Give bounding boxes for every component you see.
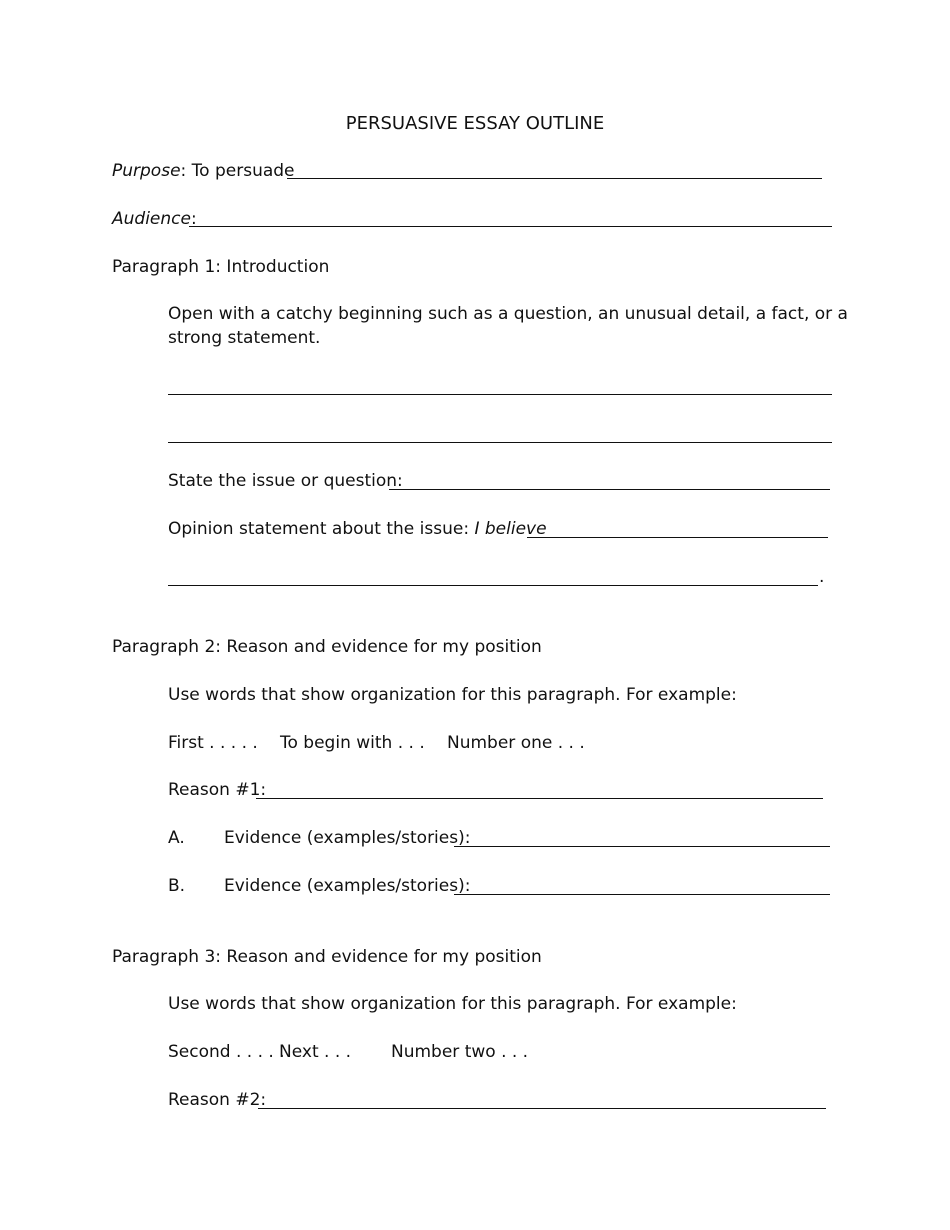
paragraph-3-instruction: Use words that show organization for this paragraph. For example: <box>168 994 737 1014</box>
paragraph-2-instruction: Use words that show organization for this paragraph. For example: <box>168 685 737 705</box>
opinion-answer-line-1[interactable] <box>527 537 828 538</box>
catchy-beginning-line-1[interactable] <box>168 394 832 395</box>
opinion-answer-line-2[interactable] <box>168 585 818 586</box>
purpose-label: Purpose <box>112 161 181 181</box>
paragraph-1-heading: Paragraph 1: Introduction <box>112 257 330 277</box>
reason-1-label: Reason #1: <box>168 780 267 800</box>
opinion-prompt: I believe <box>474 519 547 539</box>
audience-answer-line[interactable] <box>189 226 832 227</box>
opinion-label: Opinion statement about the issue: <box>168 519 470 539</box>
opinion-end-period: . <box>819 567 825 587</box>
evidence-a-marker: A. <box>168 828 185 848</box>
paragraph-1-instruction-line-2: strong statement. <box>168 328 321 348</box>
evidence-b-label: Evidence (examples/stories): <box>224 876 471 896</box>
paragraph-3-example-1: Second . . . . . <box>168 1042 285 1062</box>
audience-row <box>112 208 197 230</box>
reason-1-answer-line[interactable] <box>256 798 823 799</box>
purpose-answer-line[interactable] <box>287 178 822 179</box>
catchy-beginning-line-2[interactable] <box>168 442 832 443</box>
issue-answer-line[interactable] <box>389 489 830 490</box>
reason-2-answer-line[interactable] <box>258 1108 826 1109</box>
issue-label: State the issue or question: <box>168 471 403 491</box>
paragraph-3-example-2: Next . . . <box>279 1042 352 1062</box>
paragraph-1-instruction-line-1: Open with a catchy beginning such as a question, an unusual detail, a fact, or a <box>168 304 848 324</box>
paragraph-3-heading: Paragraph 3: Reason and evidence for my position <box>112 947 542 967</box>
paragraph-2-heading: Paragraph 2: Reason and evidence for my position <box>112 637 542 657</box>
audience-colon: : <box>190 209 197 229</box>
audience-label: Audience <box>112 209 191 229</box>
evidence-a-answer-line[interactable] <box>454 846 830 847</box>
purpose-colon: : <box>180 161 187 181</box>
page-title: PERSUASIVE ESSAY OUTLINE <box>345 113 605 134</box>
reason-2-label: Reason #2: <box>168 1090 267 1110</box>
purpose-text: To persuade <box>191 161 295 181</box>
paragraph-3-example-3: Number two . . . <box>391 1042 529 1062</box>
evidence-b-answer-line[interactable] <box>454 894 830 895</box>
paragraph-2-example-3: Number one . . . <box>447 733 585 753</box>
evidence-b-marker: B. <box>168 876 186 896</box>
paragraph-2-example-2: To begin with . . . <box>280 733 425 753</box>
paragraph-2-example-1: First . . . . . <box>168 733 258 753</box>
opinion-row <box>168 518 547 540</box>
evidence-a-label: Evidence (examples/stories): <box>224 828 471 848</box>
purpose-row <box>112 160 295 182</box>
